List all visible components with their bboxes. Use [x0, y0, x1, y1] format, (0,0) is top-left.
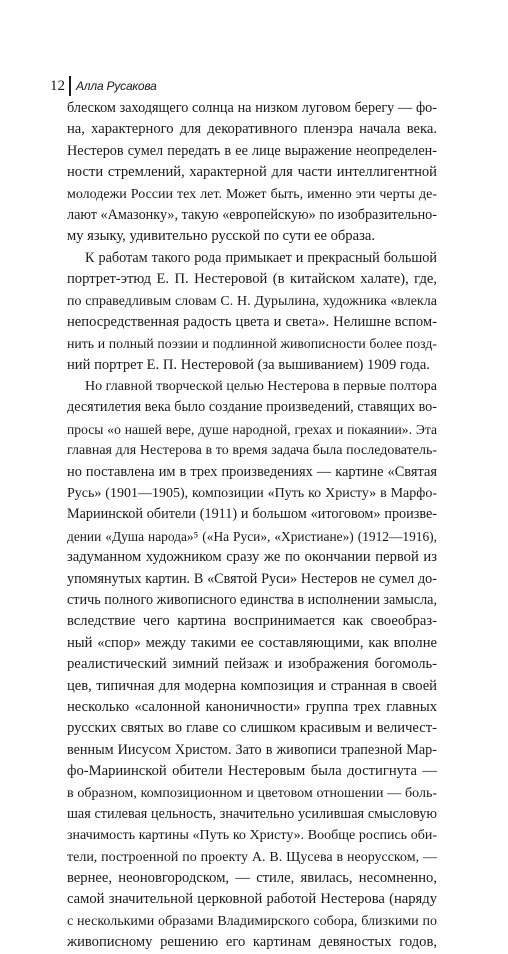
text-line: ний портрет Е. П. Нестеровой (за вышиванием) 1909 года.	[67, 356, 430, 373]
text-line: десятилетия века было создание произведений, ставящих во-	[67, 399, 437, 416]
running-author: Алла Русакова	[76, 79, 157, 93]
text-line: Русь» (1901—1905), композиции «Путь ко Христу» в Марфо-	[67, 486, 437, 502]
text-line: просы «о нашей вере, душе народной, грехах и покаянии». Эта	[67, 421, 437, 437]
header-divider	[69, 76, 71, 96]
text-line: с несколькими образами Владимирского собора, близкими по	[67, 913, 437, 929]
page-number: 12	[50, 77, 65, 94]
text-line: ный «спор» между такими ее составляющими, как вполне	[67, 634, 437, 651]
text-line: венным Иисусом Христом. Зато в живописи трапезной Мар-	[67, 741, 437, 758]
text-line: но поставлена им в трех произведениях — картине «Святая	[67, 463, 437, 480]
text-line: живописному решению его картинам девяностых годов,	[67, 934, 437, 951]
text-line: шая стилевая цельность, значительно усилившая смысловую	[67, 805, 437, 822]
text-line: задуманном художником сразу же по окончании первой из	[67, 549, 437, 566]
text-line: в образном, композиционном и цветовом отношении — боль-	[67, 785, 437, 801]
text-line: стичь полного живописного единства в исполнении замысла,	[67, 591, 437, 608]
text-line: нить и полный поэзии и подлинной живописности более позд-	[67, 336, 437, 352]
text-line: значимость картины «Путь ко Христу». Вообще роспись оби-	[67, 828, 437, 844]
text-line: вернее, неоновгородском, — стиле, явилась, несомненно,	[67, 870, 437, 887]
text-line: фо-Мариинской обители Нестеровым была достигнута —	[67, 763, 437, 780]
text-line: молодежи России тех лет. Может быть, именно эти черты де-	[67, 186, 437, 202]
text-line: Мариинской обители (1911) и большом «итоговом» произве-	[67, 506, 437, 523]
text-line: дении «Душа народа»⁵ («На Руси», «Христиане») (1912—1916),	[67, 528, 437, 544]
text-line: главная для Нестерова в то время задача была последователь-	[67, 443, 437, 459]
text-line: вследствие чего картина воспринимается как своеобраз-	[67, 613, 437, 630]
text-line: лают «Амазонку», такую «европейскую» по изобразительно-	[67, 206, 437, 223]
text-line: К работам такого рода примыкает и прекрасный большой	[85, 249, 437, 266]
running-header	[50, 76, 157, 96]
text-line: Нестеров сумел передать в ее лице выражение неопределен-	[67, 142, 437, 159]
text-line: упомянутых картин. В «Святой Руси» Нестеров не сумел до-	[67, 570, 437, 587]
text-line: на, характерного для декоративного пленэра начала века.	[67, 121, 437, 138]
text-line: му языку, удивительно русской по сути ее образа.	[67, 228, 375, 245]
text-line: по справедливым словам С. Н. Дурылина, художника «влекла	[67, 293, 437, 309]
text-line: тели, построенной по проекту А. В. Щусева в неорусском, —	[67, 849, 437, 865]
text-line: самой значительной церковной работой Нестерова (наряду	[67, 891, 437, 908]
text-line: блеском заходящего солнца на низком луговом берегу — фо-	[67, 100, 437, 116]
text-line: непосредственная радость цвета и света». Нелишне вспом-	[67, 313, 437, 330]
text-line: портрет-этюд Е. П. Нестеровой (в китайском халате), где,	[67, 271, 437, 288]
text-line: ности стремлений, характерной для части интеллигентной	[67, 164, 437, 181]
text-line: реалистический зимний пейзаж и изображения богомоль-	[67, 656, 437, 673]
text-line: Но главной творческой целью Нестерова в первые полтора	[85, 379, 437, 395]
text-line: русских святых во главе со слишком красивым и величест-	[67, 720, 437, 737]
body-text	[67, 98, 437, 954]
text-line: несколько «салонной каноничности» группа трех главных	[67, 698, 437, 715]
text-line: цев, типичная для модерна композиция и странная в своей	[67, 677, 437, 694]
